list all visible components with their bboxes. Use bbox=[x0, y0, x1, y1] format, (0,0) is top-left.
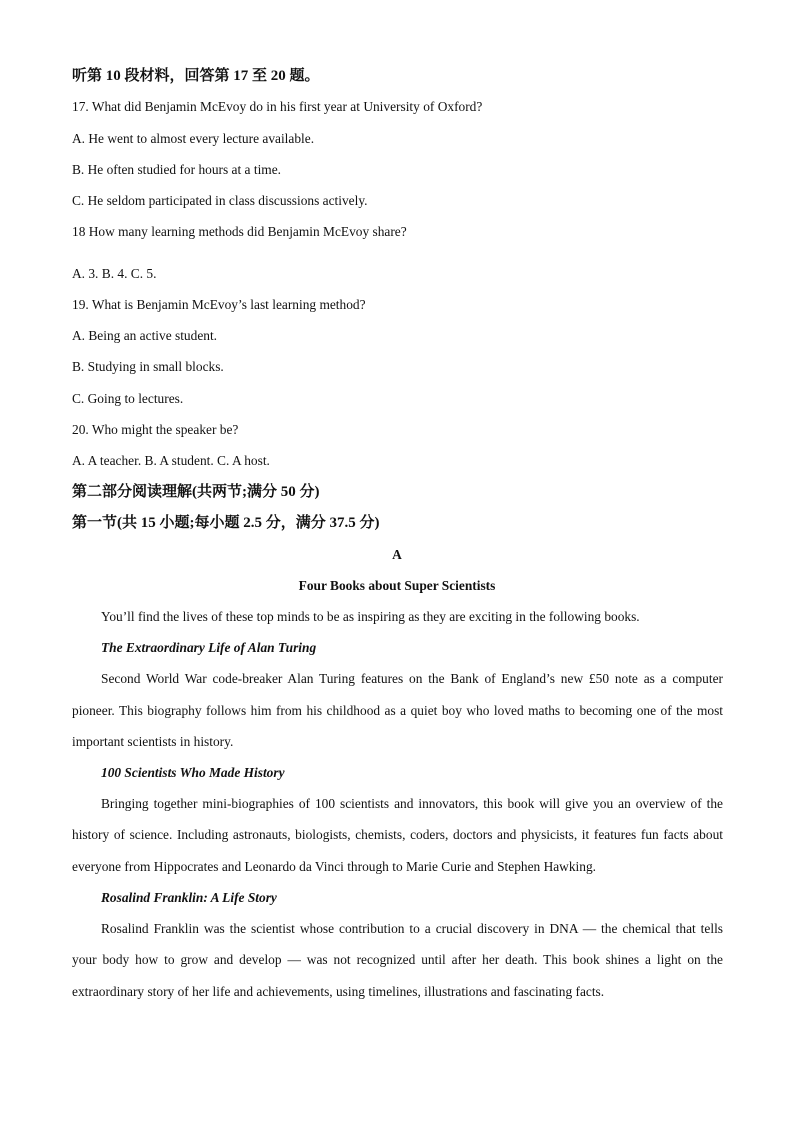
book3-paragraph-line: your body how to grow and develop — was not recognized until after her death. This book shines a light on the bbox=[72, 952, 723, 967]
book2-paragraph-line: Bringing together mini-biographies of 100 scientists and innovators, this book will give you an overview of the bbox=[101, 796, 723, 811]
book1-paragraph-line: important scientists in history. bbox=[72, 734, 234, 749]
book1-paragraph-line: Second World War code-breaker Alan Turing features on the Bank of England’s new £50 note as a computer bbox=[101, 671, 723, 686]
book-title-100-scientists: 100 Scientists Who Made History bbox=[101, 765, 285, 780]
book3-paragraph-line: Rosalind Franklin was the scientist whose contribution to a crucial discovery in DNA — the chemical that tells bbox=[101, 921, 723, 936]
book3-paragraph-line: extraordinary story of her life and achievements, using timelines, illustrations and fascinating facts. bbox=[72, 984, 605, 999]
q19-option-b: B. Studying in small blocks. bbox=[72, 359, 224, 374]
question-18: 18 How many learning methods did Benjamin McEvoy share? bbox=[72, 224, 407, 239]
section-one-heading: 第一节(共 15 小题;每小题 2.5 分，满分 37.5 分) bbox=[72, 515, 380, 531]
q17-option-a: A. He went to almost every lecture available. bbox=[72, 131, 315, 146]
book2-paragraph-line: everyone from Hippocrates and Leonardo da Vinci through to Marie Curie and Stephen Hawking. bbox=[72, 859, 597, 874]
question-19: 19. What is Benjamin McEvoy’s last learning method? bbox=[72, 297, 366, 312]
listening-section-heading: 听第 10 段材料，回答第 17 至 20 题。 bbox=[72, 68, 320, 84]
book1-paragraph-line: pioneer. This biography follows him from his childhood as a quiet boy who loved maths to becoming one of the most bbox=[72, 703, 723, 718]
q20-options: A. A teacher. B. A student. C. A host. bbox=[72, 453, 270, 468]
part-two-heading: 第二部分阅读理解(共两节;满分 50 分) bbox=[72, 484, 320, 500]
question-20: 20. Who might the speaker be? bbox=[72, 422, 239, 437]
book-title-alan-turing: The Extraordinary Life of Alan Turing bbox=[101, 640, 317, 655]
q19-option-c: C. Going to lectures. bbox=[72, 391, 184, 406]
q19-option-a: A. Being an active student. bbox=[72, 328, 218, 343]
passage-letter: A bbox=[392, 547, 402, 562]
question-17: 17. What did Benjamin McEvoy do in his first year at University of Oxford? bbox=[72, 99, 483, 114]
q17-option-b: B. He often studied for hours at a time. bbox=[72, 162, 281, 177]
q18-options: A. 3. B. 4. C. 5. bbox=[72, 266, 157, 281]
book2-paragraph-line: history of science. Including astronauts, biologists, chemists, coders, doctors and physicists, it features fun facts about bbox=[72, 827, 723, 842]
passage-intro: You’ll find the lives of these top minds to be as inspiring as they are exciting in the following books. bbox=[101, 609, 640, 624]
book-title-rosalind-franklin: Rosalind Franklin: A Life Story bbox=[101, 890, 277, 905]
q17-option-c: C. He seldom participated in class discussions actively. bbox=[72, 193, 368, 208]
passage-title: Four Books about Super Scientists bbox=[298, 578, 496, 593]
